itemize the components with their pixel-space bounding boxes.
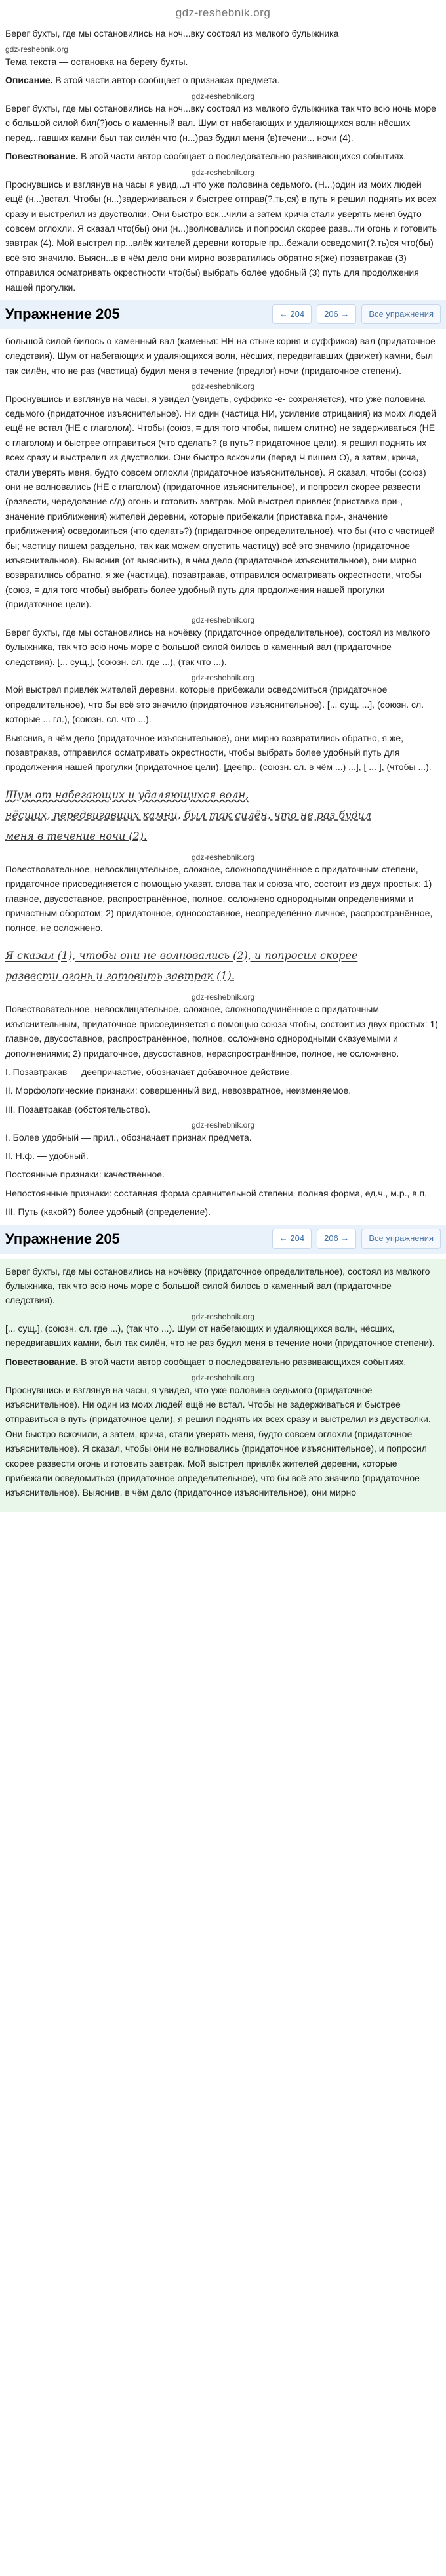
next-exercise-button[interactable]: 206 → [317,304,356,325]
morph-line-5: II. Н.ф. — удобный. [5,1150,89,1161]
parse-line-1: Шум от набегающих и удаляющихся волн, [5,788,249,801]
exercise-text-original [0,26,446,295]
highlight-paragraph-1: Берег бухты, где мы остановились на ночёвку (придаточное определительное), состоял из мелкого булыжника, так что всю ночь море с большой силой билось о каменный вал (придаточное следствия). [5,1265,430,1306]
morph-line-4: I. Более удобный — прил., обозначает признак предмета. [5,1132,252,1143]
all-exercises-button[interactable]: Все упражнения [361,304,441,325]
prev-exercise-button[interactable]: ← 204 [272,304,312,325]
exercise-nav [272,304,441,325]
sentence-analysis-2 [0,992,446,1219]
highlight-paragraph-2: [... сущ.], (союзн. сл. где ...), (так что ...). Шум от набегающих и удаляющихся волн, нёсших, передвигавших камни, был так силён, что не раз будил меня в течение ночи (придаточное степени). [5,1323,435,1349]
watermark: gdz-reshebnik.org [191,167,255,177]
morph-line-3: III. Позавтракав (обстоятельство). [5,1103,151,1114]
watermark: gdz-reshebnik.org [191,992,255,1002]
morph-line-8: III. Путь (какой?) более удобный (определение). [5,1206,211,1217]
morph-line-6: Постоянные признаки: качественное. [5,1169,165,1180]
solution-paragraph-3: Берег бухты, где мы остановились на ночёвку (придаточное определительное), состоял из мелкого булыжника, так что всю ночь море с большой силой билось о каменный вал (придаточное следствия). [... сущ.], (союзн. сл. где ...), (так что ...). [5,626,430,667]
exercise-solution-highlighted [0,1259,446,1512]
morph-line-7: Непостоянные признаки: составная форма сравнительной степени, полная форма, ед.ч., м.р., в.п. [5,1187,428,1198]
paragraph-theme: Тема текста — остановка на берегу бухты. [5,56,188,67]
exercise-solution [0,334,446,775]
watermark: gdz-reshebnik.org [191,382,255,392]
paragraph-description [5,73,441,87]
exercise-nav-bar [0,300,446,329]
sentence-parse-sketch-1 [0,779,446,853]
solution-paragraph-4: Мой выстрел привлёк жителей деревни, которые прибежали осведомиться (придаточное определительное), что бы всё это значило (придаточное изъяснительное). [... сущ. ...], (союзн. сл. которые ... гл.), (союзн. сл. что ...). [5,684,424,725]
exercise-nav-2 [272,1229,441,1249]
exercise-nav-bar-2 [0,1225,446,1254]
watermark: gdz-reshebnik.org [191,852,255,862]
watermark: gdz-reshebnik.org [5,45,69,54]
watermark: gdz-reshebnik.org [191,1311,255,1321]
sentence-analysis-1 [0,853,446,935]
solution-paragraph-5: Выяснив, в чём дело (придаточное изъяснительное), они мирно возвратились обратно, я же, позавтракав, отправился осматривать окрестности, чтобы выбрать более удобный путь для продолжения нашей прогулки (придаточное цели). [деепр., (союзн. сл. в чём ...) ...], [ ... ], (чтобы ...). [5,732,432,773]
parse-line-2: нёсших, передвигавших камни, был так силён, что не раз будил [5,809,372,822]
prev-exercise-button-2[interactable]: ← 204 [272,1229,312,1249]
paragraph-description-body: Берег бухты, где мы остановились на ноч...вку состоял из мелкого булыжника так что всю ночь море с большой силой бил(?)ось о каменный вал. Шум от набегающих и удаляющихся волн нёсших перед...гавших камни был так силён что (н...)раз будил меня (в)течени... ночи (4). [5,102,436,143]
analysis-paragraph-2: Повествовательное, невосклицательное, сложное, сложноподчинённое с придаточным изъяснительным, придаточное присоединяется с помощью союза чтобы, состоит из двух простых: 1) главное, двусоставное, распространённое, полное, осложнено однородными сказуемыми и дополнениями; 2) придаточное, двусоставное, нераспространённое, полное, не осложнено. [5,1004,438,1059]
highlight-narration-label: Повествование. [5,1356,79,1367]
paragraph-1: Берег бухты, где мы остановились на ноч...вку состоял из мелкого булыжника [5,28,339,39]
sentence-parse-sketch-2 [0,939,446,992]
watermark: gdz-reshebnik.org [191,1120,255,1130]
parse-line-3: меня в течение ночи (2). [5,829,148,842]
narration-label: Повествование. [5,151,79,162]
parse-line-4: Я сказал (1), чтобы они не волновались (2), и попросил скорее [5,949,358,962]
analysis-paragraph-1: Повествовательное, невосклицательное, сложное, сложноподчинённое с придаточным степени, придаточное присоединяется с помощью указат. слова так и союза что, состоит из двух простых: 1) главное, двусоставное, распространённое, полное, осложнено однородными определениями и причастным оборотом; 2) придаточное, односоставное, неопределённо-личное, распространённое, полное, не осложнено. [5,863,433,933]
watermark: gdz-reshebnik.org [191,1373,255,1383]
all-exercises-button-2[interactable]: Все упражнения [361,1229,441,1249]
site-header: gdz-reshebnik.org [175,7,271,19]
watermark: gdz-reshebnik.org [191,673,255,683]
next-exercise-button-2[interactable]: 206 → [317,1229,356,1249]
exercise-title-2: Упражнение 205 [5,1230,120,1247]
solution-paragraph-1: большой силой билось о каменный вал (каменья: НН на стыке корня и суффикса) вал (придаточное следствия). Шум от набегающих и удаляющихся волн, нёсших, передвигавших (движет) камни, был так силён, что не раз (частица) будил меня в течение (предлог) ночи (придаточное степени). [5,336,436,376]
description-text: В этой части автор сообщает о признаках предмета. [52,75,280,86]
morph-line-2: II. Морфологические признаки: совершенный вид, невозвратное, неизменяемое. [5,1085,352,1096]
solution-paragraph-2: Проснувшись и взглянув на часы, я увидел (увидеть, суффикс -е- сохраняется), что уже половина седьмого (придаточное изъяснительное). Ни один (частица НИ, усиление отрицания) из моих людей ещё не встал (НЕ с глаголом). Чтобы (союз, = для того чтобы, пишем слитно) не задерживаться (НЕ с глаголом) и быстрее отправиться (что сделать? (в путь? придаточное цели), я решил поднять их всех сразу и выстрелил из двустволки. Они быстро вскочили (перед Ч пишем О), а затем, крича, стали уверять меня, будто совсем оглохли (придаточное изъяснительное). Я сказал, чтобы (союз) они не волновались (НЕ с глаголом) (придаточное изъяснительное), и попросил скорее развести (развести, чередование с/д) огонь и готовить завтрак. Мой выстрел привлёк (приставка при-, значение приближения) жителей деревни, которые прибежали (приставка при-, значение приближения) осведомиться (что сделать?) (придаточное определительное), что бы (что с частицей бы; частицу пишем раздельно, так как можем опустить частицу) всё это значило (придаточное изъяснительное). Выяснив (от выяснить), в чём дело (придаточное изъяснительное), они мирно возвратились обратно, я же (частица), позавтракав, отправился осматривать окрестности, чтобы (союз, = для того чтобы) выбрать более удобный путь для продолжения нашей прогулки (придаточное цели). [5,393,436,610]
narration-text: В этой части автор сообщает о последовательно развивающихся событиях. [78,151,407,162]
highlight-paragraph-narration [5,1355,441,1369]
morph-line-1: I. Позавтракав — деепричастие, обозначает добавочное действие. [5,1067,293,1078]
paragraph-narration-body: Проснувшись и взглянув на часы я увид...л что уже половина седьмого. (Н...)один из моих людей ещё (н...)встал. Чтобы (н...)задерживаться и быстрее отправ(?,ть,ся) в путь я решил поднять их всех сразу и выстрелил из двустволки. Они быстро вск...чили а затем крича стали уверять меня будто совсем оглохли. Я сказал что(бы) они (н...)волновались и попросил скорее разв...ти огонь и готовить завтрак (4). Мой выстрел пр...влёк жителей деревни которые пр...бежали осведомит(?,ть)ся что(бы) всё это значило. Выясн...в в чём дело они мирно возвратились обратно я(же) позавтракав (3) отправился осматривать окрестности что(бы) выбрать более удобный (3) путь для продолжения нашей прогулки. [5,178,437,293]
paragraph-narration [5,149,441,163]
highlight-paragraph-body: Проснувшись и взглянув на часы, я увидел, что уже половина седьмого (придаточное изъяснительное). Ни один из моих людей ещё не встал. Чтобы не задерживаться и быстрее отправиться в путь (придаточное цели), я решил поднять их всех сразу и выстрелил из двустволки. Они быстро вскочили, а затем, крича, стали уверять меня, будто совсем оглохли (придаточное изъяснительное). Я сказал, чтобы они не волновались (придаточное изъяснительное), и попросил скорее развести огонь и готовить завтрак. Мой выстрел привлёк жителей деревни, которые прибежали осведомиться (придаточное определительное), что бы всё это значило (придаточное изъяснительное). Выяснив, в чём дело (придаточное изъяснительное), они мирно [5,1384,431,1498]
parse-line-5: развести огонь и готовить завтрак (1). [5,970,235,983]
watermark: gdz-reshebnik.org [191,91,255,101]
description-label: Описание. [5,75,53,86]
highlight-narration-text: В этой части автор сообщает о последовательно развивающихся событиях. [78,1356,407,1367]
watermark: gdz-reshebnik.org [191,615,255,625]
exercise-title: Упражнение 205 [5,306,120,323]
